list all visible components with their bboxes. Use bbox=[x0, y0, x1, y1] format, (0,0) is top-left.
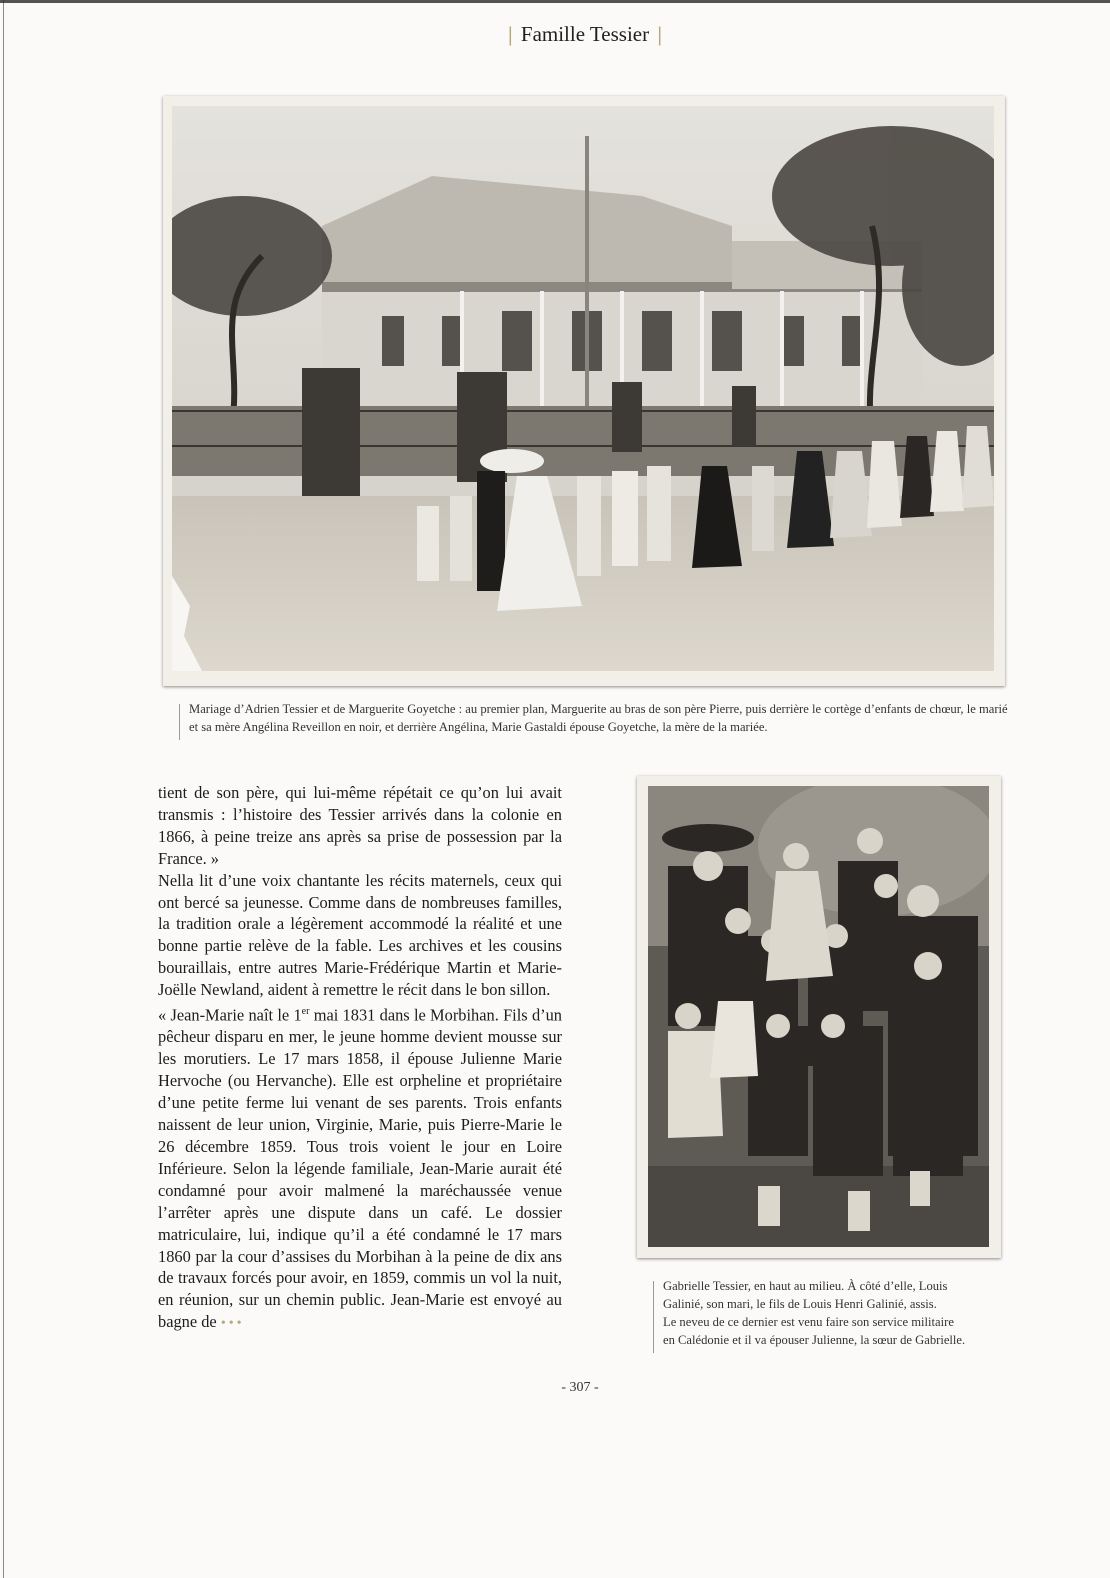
wedding-caption bbox=[189, 700, 1015, 736]
family-caption-line: Le neveu de ce dernier est venu faire son service militaire bbox=[663, 1315, 954, 1329]
family-caption-line: Gabrielle Tessier, en haut au milieu. À côté d’elle, Louis bbox=[663, 1279, 948, 1293]
scan-top-edge bbox=[0, 0, 1110, 3]
family-caption-line: Galinié, son mari, le fils de Louis Henri Galinié, assis. bbox=[663, 1297, 937, 1311]
continuation-mark: ••• bbox=[220, 1316, 245, 1332]
header-title: Famille Tessier bbox=[520, 22, 650, 46]
article-body bbox=[158, 782, 562, 1335]
family-caption bbox=[663, 1277, 1023, 1349]
paragraph: « Jean-Marie naît le 1er mai 1831 dans le Morbihan. Fils d’un pêcheur disparu en mer, le jeune homme devient mousse sur les morutiers. Le 17 mars 1858, il épouse Julienne Marie Hervoche (ou Hervanche). Elle est orpheline et propriétaire d’une petite ferme lui venant de ses parents. Trois enfants naissent de leur union, Virginie, Marie, puis Pierre-Marie le 26 décembre 1859. Tous trois voient le jour en Loire Inférieure. Selon la légende familiale, Jean-Marie aurait été condamné pour avoir malmené la maréchaussée venue l’arrêter après une dispute dans un café. Le dossier matriculaire, lui, indique qu’il a été condamné le 17 mars 1860 par la cour d’assises du Morbihan à la peine de dix ans de travaux forcés pour avoir, en 1859, commis un vol la nuit, en réunion, sur un chemin public. Jean-Marie est envoyé au bagne de ••• bbox=[158, 1005, 562, 1332]
paragraph: tient de son père, qui lui-même répétait ce qu’on lui avait transmis : l’histoire des Tessier arrivés dans la colonie en 1866, à peine treize ans après sa prise de possession par la France. » bbox=[158, 783, 562, 868]
wedding-photo bbox=[172, 106, 994, 671]
page-number: - 307 - bbox=[561, 1380, 599, 1395]
wedding-caption-text: Mariage d’Adrien Tessier et de Marguerite Goyetche : au premier plan, Marguerite au bras de son père Pierre, puis derrière le cortège d’enfants de chœur, le marié et sa mère Angélina Reveillon en noir, et derrière Angélina, Marie Gastaldi épouse Goyetche, la mère de la mariée. bbox=[189, 702, 1008, 734]
running-header: | Famille Tessier | bbox=[508, 22, 662, 46]
family-caption-line: en Calédonie et il va épouser Julienne, la sœur de Gabrielle. bbox=[663, 1333, 966, 1347]
scan-left-edge bbox=[3, 0, 4, 1578]
paragraph: Nella lit d’une voix chantante les récits maternels, ceux qui ont bercé sa jeunesse. Comme dans de nombreuses familles, la tradition orale a légèrement accommodé la réalité et une bonne partie relève de la fable. Les archives et les cousins bouraillais, entre autres Marie-Frédérique Martin et Marie-Joëlle Newland, aident à remettre le récit dans le bon sillon. bbox=[158, 870, 562, 1000]
family-photo bbox=[648, 786, 989, 1247]
